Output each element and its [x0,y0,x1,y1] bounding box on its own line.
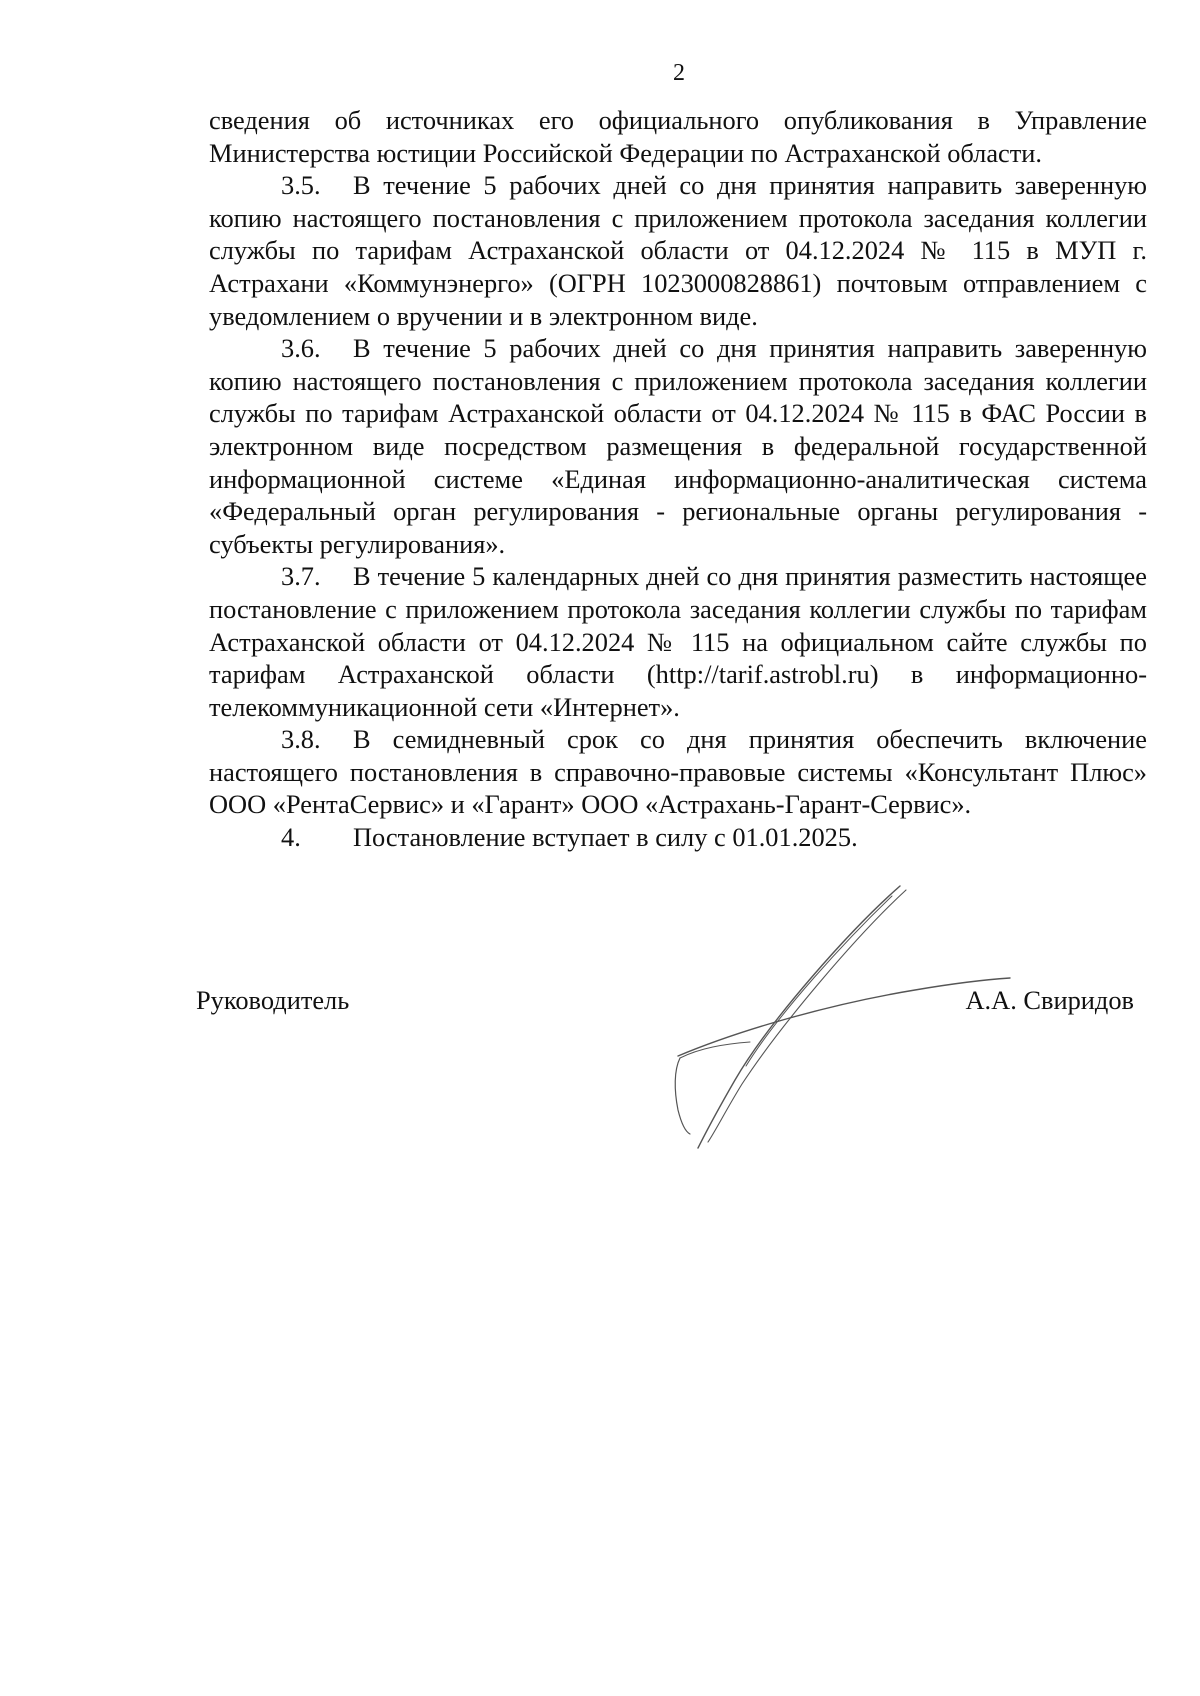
paragraph-text: В семидневный срок со дня принятия обеспечить включение настоящего постановления в справочно-правовые системы «Консультант Плюс» ООО «РентаСервис» и «Гарант» ООО «Астрахань-Гарант-Сервис». [209,724,1147,820]
document-body [209,104,1147,854]
paragraph-text: В течение 5 рабочих дней со дня принятия направить заверенную копию настоящего постановления с приложением протокола заседания коллегии службы по тарифам Астраханской области от 04.12.2024 № 115 в МУП г. Астрахани «Коммунэнерго» (ОГРН 1023000828861) почтовым отправлением с уведомлением о вручении и в электронном виде. [209,170,1147,331]
paragraph-4 [209,821,1147,854]
paragraph-3-7 [209,560,1147,723]
signatory-role: Руководитель [196,985,350,1015]
paragraph-3-6 [209,332,1147,560]
paragraph-number: 3.7. [281,561,321,592]
paragraph-number: 3.8. [281,724,321,755]
handwritten-signature [660,880,1020,1160]
paragraph-3-8 [209,723,1147,821]
signatory-name: А.А. Свиридов [965,985,1134,1015]
paragraph-number: 4. [281,822,301,853]
paragraph-number: 3.5. [281,170,321,201]
paragraph-number: 3.6. [281,333,321,364]
paragraph-text: В течение 5 рабочих дней со дня принятия направить заверенную копию настоящего постановления с приложением протокола заседания коллегии службы по тарифам Астраханской области от 04.12.2024 № 115 в ФАС России в электронном виде посредством размещения в федеральной государственной информационной системе «Единая информационно-аналитическая система «Федеральный орган регулирования - региональные органы регулирования - субъекты регулирования». [209,333,1147,559]
page-number: 2 [673,60,685,86]
paragraph-text: Постановление вступает в силу с 01.01.2025. [353,822,858,853]
paragraph-text: В течение 5 календарных дней со дня принятия разместить настоящее постановление с приложением протокола заседания коллегии службы по тарифам Астраханской области от 04.12.2024 № 115 на официальном сайте службы по тарифам Астраханской области (http://tarif.astrobl.ru) в информационно-телекоммуникационной сети «Интернет». [209,561,1147,722]
paragraph-3-5 [209,169,1147,332]
paragraph-continuation [209,104,1147,169]
paragraph-text: сведения об источниках его официального опубликования в Управление Министерства юстиции Российской Федерации по Астраханской области. [209,105,1147,168]
